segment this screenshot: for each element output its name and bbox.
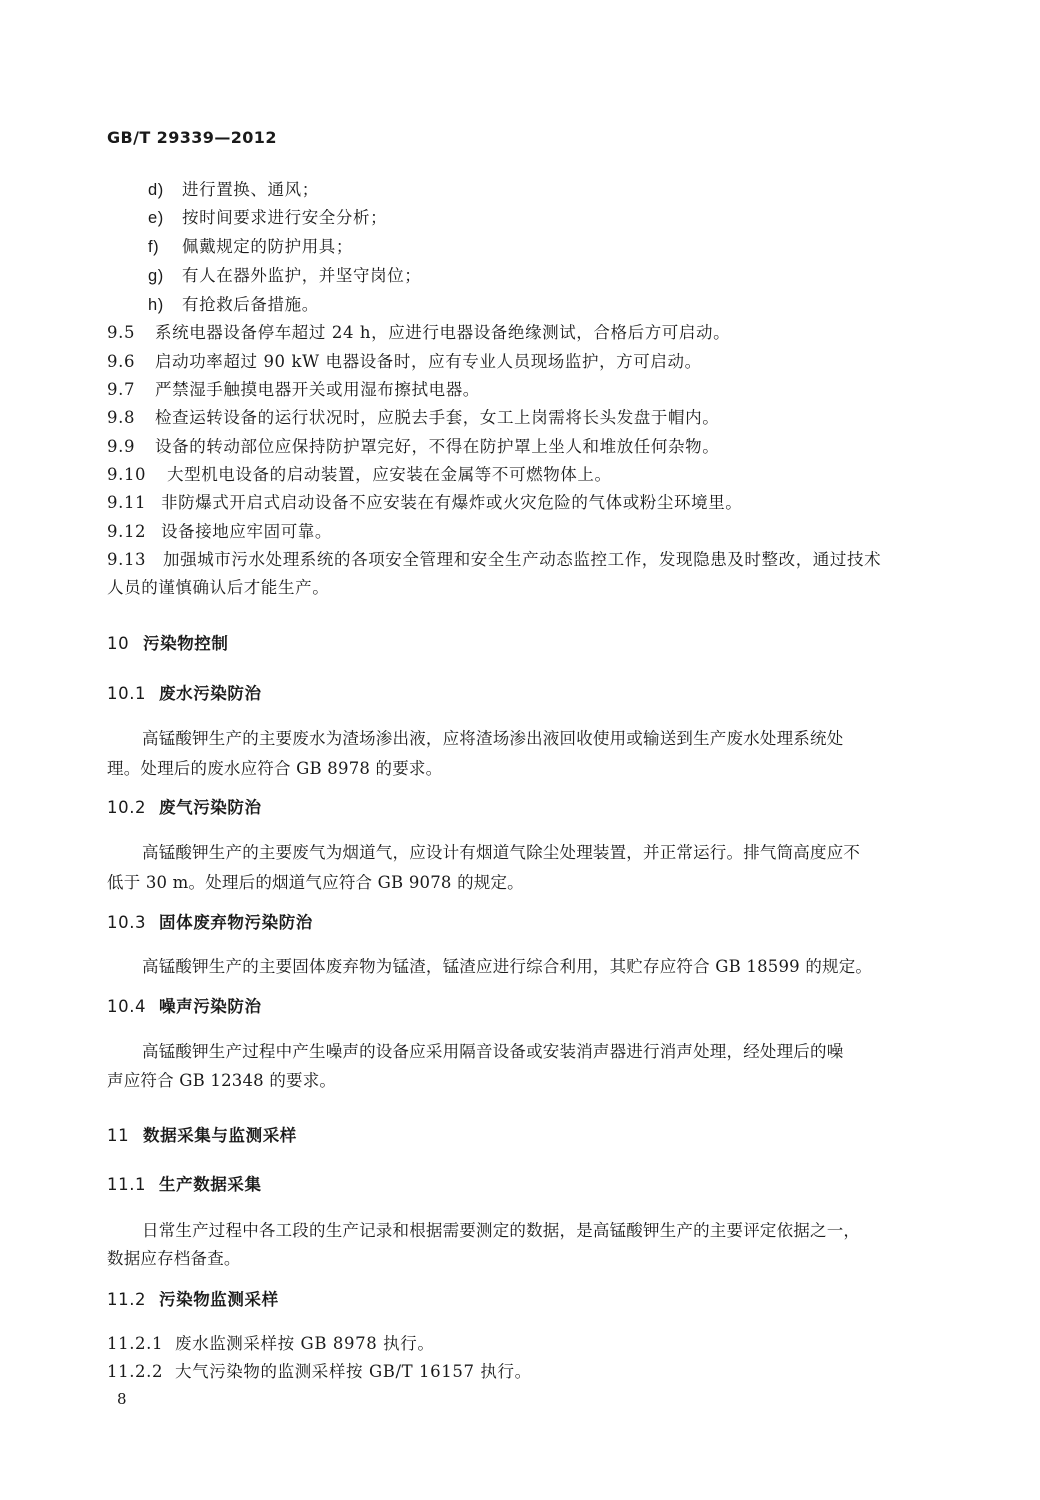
paragraph-line: 高锰酸钾生产的主要废气为烟道气，应设计有烟道气除尘处理装置，并正常运行。排气筒高度应不 (142, 843, 861, 862)
clause: 9.5 系统电器设备停车超过 24 h，应进行电器设备绝缘测试，合格后方可启动。 (107, 323, 731, 342)
paragraph-line: 高锰酸钾生产过程中产生噪声的设备应采用隔音设备或安装消声器进行消声处理，经处理后的噪 (142, 1042, 844, 1061)
subsection-heading: 11.2 污染物监测采样 (107, 1290, 279, 1309)
subsection-heading: 10.1 废水污染防治 (107, 684, 262, 703)
clause: 9.7 严禁湿手触摸电器开关或用湿布擦拭电器。 (107, 380, 480, 399)
paragraph-line: 声应符合 GB 12348 的要求。 (107, 1071, 337, 1090)
list-item: f) 佩戴规定的防护用具； (148, 237, 353, 256)
clause: 9.10 大型机电设备的启动装置，应安装在金属等不可燃物体上。 (107, 465, 612, 484)
paragraph-line: 日常生产过程中各工段的生产记录和根据需要测定的数据，是高锰酸钾生产的主要评定依据之一， (142, 1221, 861, 1240)
clause: 9.11 非防爆式开启式启动设备不应安装在有爆炸或火灾危险的气体或粉尘环境里。 (107, 493, 743, 512)
document-code: GB/T 29339—2012 (107, 128, 277, 147)
clause: 9.8 检查运转设备的运行状况时，应脱去手套，女工上岗需将长头发盘于帽内。 (107, 408, 720, 427)
page-number: 8 (117, 1390, 128, 1408)
section-heading: 11 数据采集与监测采样 (107, 1126, 297, 1145)
paragraph-line: 高锰酸钾生产的主要废水为渣场渗出液，应将渣场渗出液回收使用或输送到生产废水处理系统处 (142, 729, 844, 748)
subsection-heading: 11.1 生产数据采集 (107, 1175, 262, 1194)
clause: 9.9 设备的转动部位应保持防护罩完好，不得在防护罩上坐人和堆放任何杂物。 (107, 437, 720, 456)
list-item: h) 有抢救后备措施。 (148, 295, 319, 314)
paragraph-line: 高锰酸钾生产的主要固体废弃物为锰渣，锰渣应进行综合利用，其贮存应符合 GB 18599 的规定。 (142, 957, 873, 976)
clause: 9.12 设备接地应牢固可靠。 (107, 522, 332, 541)
clause: 11.2.1 废水监测采样按 GB 8978 执行。 (107, 1334, 435, 1353)
clause: 9.13 加强城市污水处理系统的各项安全管理和安全生产动态监控工作，发现隐患及时整改，通过技术 (107, 550, 882, 569)
paragraph-line: 理。处理后的废水应符合 GB 8978 的要求。 (107, 759, 443, 778)
paragraph-line: 低于 30 m。处理后的烟道气应符合 GB 9078 的规定。 (107, 873, 524, 892)
subsection-heading: 10.4 噪声污染防治 (107, 997, 262, 1016)
list-item: g) 有人在器外监护，并坚守岗位； (148, 266, 422, 285)
list-item: e) 按时间要求进行安全分析； (148, 208, 388, 227)
subsection-heading: 10.2 废气污染防治 (107, 798, 262, 817)
clause-continuation: 人员的谨慎确认后才能生产。 (107, 578, 330, 597)
clause: 9.6 启动功率超过 90 kW 电器设备时，应有专业人员现场监护，方可启动。 (107, 352, 702, 371)
section-heading: 10 污染物控制 (107, 634, 229, 653)
list-item: d) 进行置换、通风； (148, 180, 319, 199)
clause: 11.2.2 大气污染物的监测采样按 GB/T 16157 执行。 (107, 1362, 532, 1381)
subsection-heading: 10.3 固体废弃物污染防治 (107, 913, 313, 932)
paragraph-line: 数据应存档备查。 (107, 1249, 241, 1268)
